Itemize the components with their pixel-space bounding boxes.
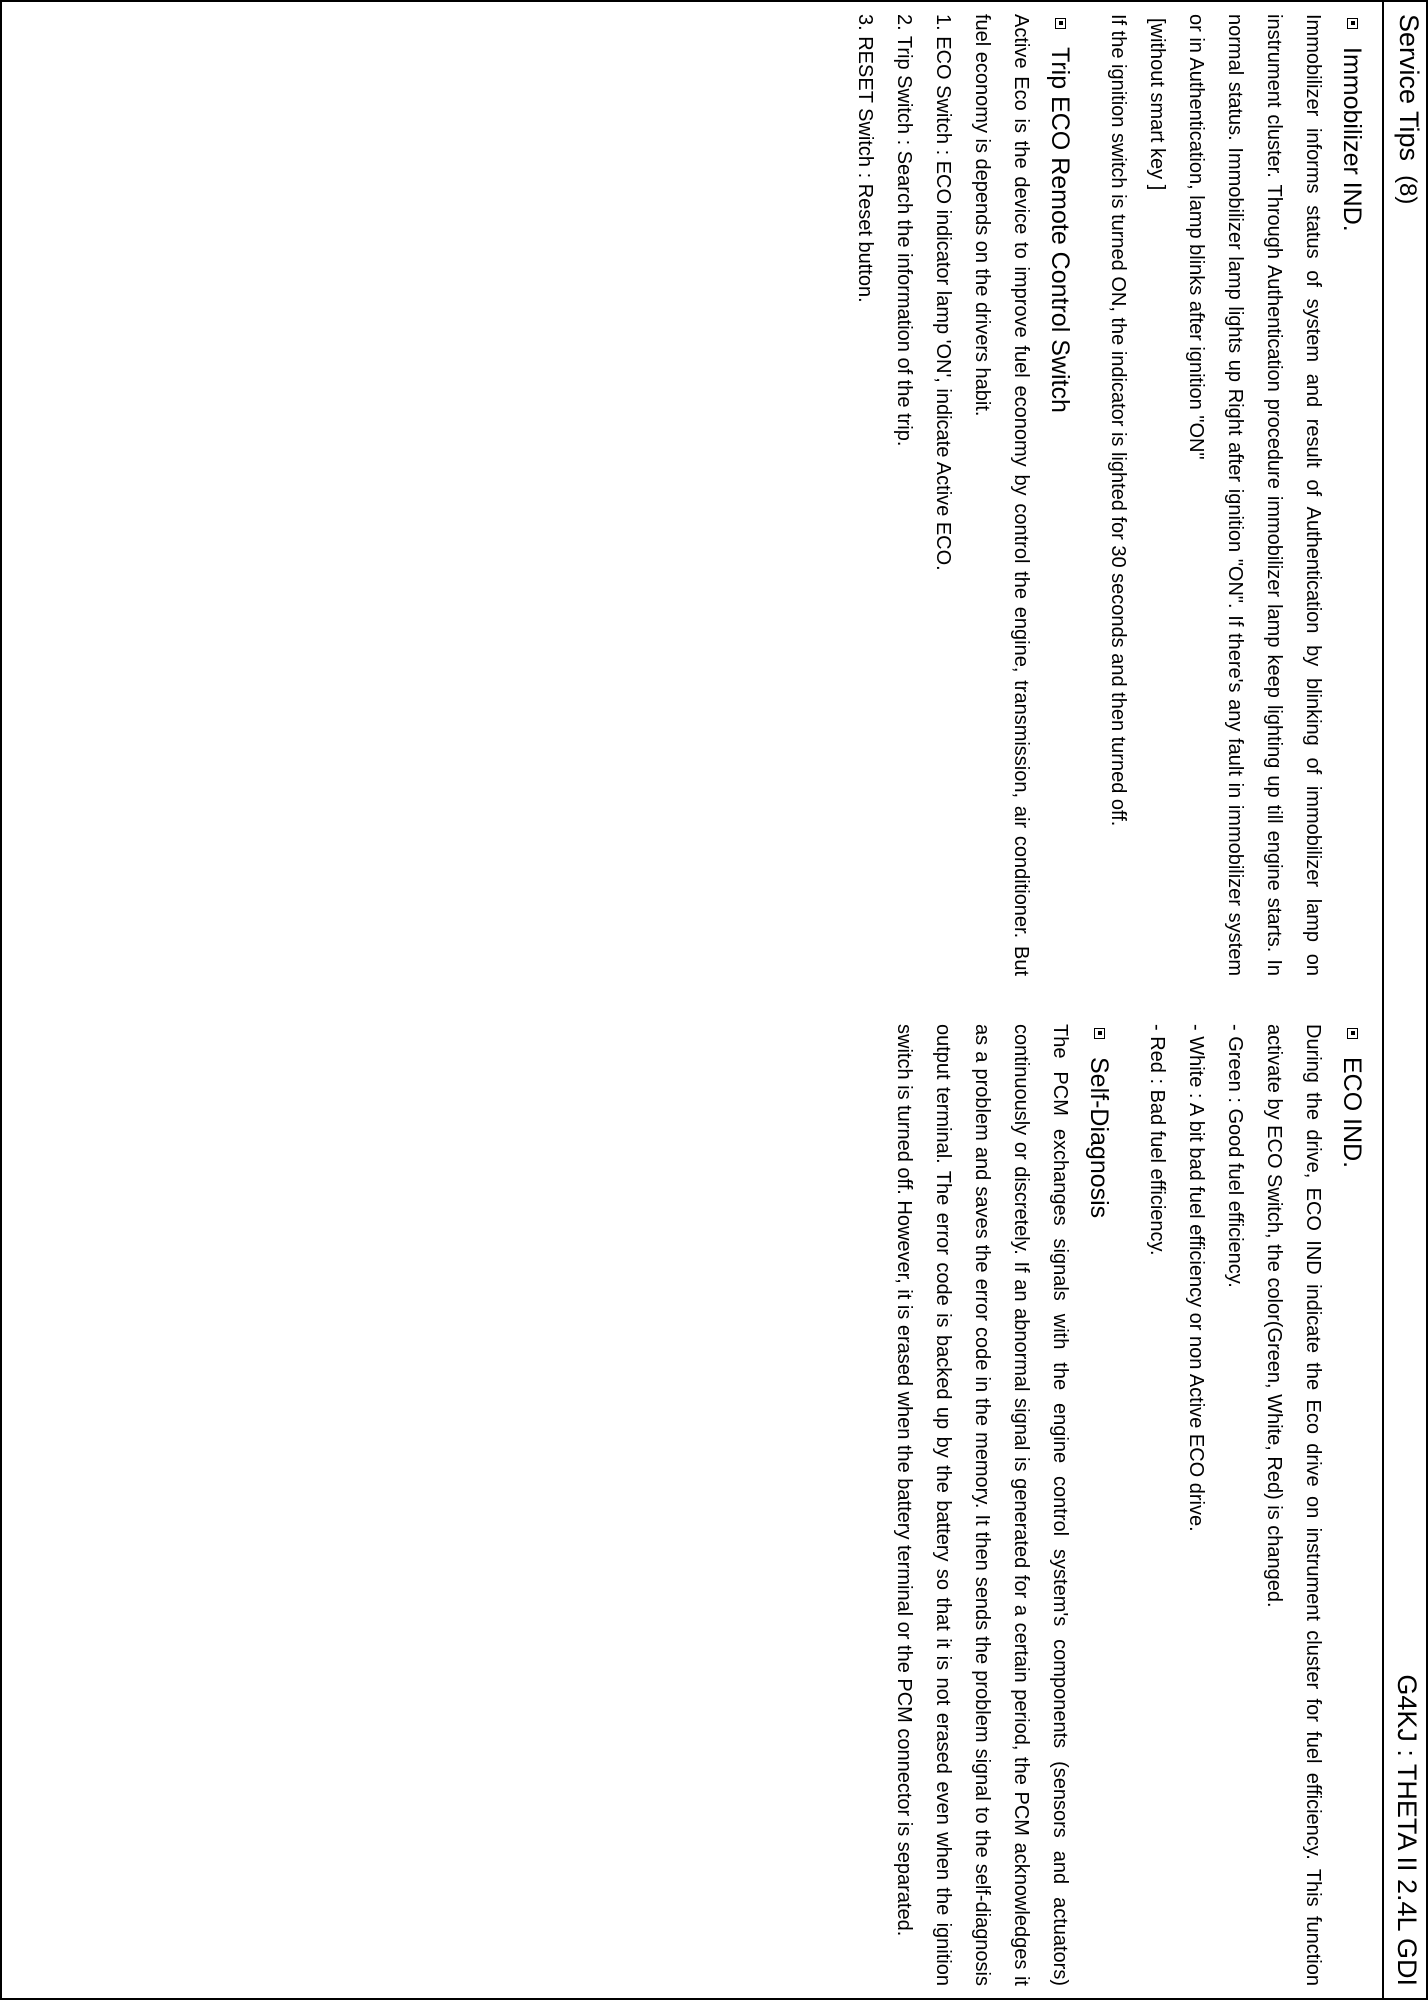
immobilizer-heading-text: Immobilizer IND. (1338, 47, 1366, 232)
immobilizer-body: Immobilizer informs status of system and result of Authentication by blinking of immobilizer lamp on instrument cluster. Through Authentication procedure immobilizer lamp keep lighting up till engine starts. In normal status. Immobilizer lamp lights up Right after ignition "ON". If there's any fault in immobilizer system or in Authentication, lamp blinks after ignition "ON" (1185, 14, 1324, 976)
trip-eco-body: Active Eco is the device to improve fuel economy by control the engine, transmission, air conditioner. But fuel economy is depends on the drivers habit. (971, 14, 1032, 976)
self-diagnosis-heading-text: Self-Diagnosis (1085, 1057, 1113, 1219)
square-bullet-icon (1347, 18, 1358, 29)
list-item-eco-switch: 1. ECO Switch : ECO indicator lamp 'ON', indicate Active ECO. (932, 14, 954, 571)
trip-eco-heading-text: Trip ECO Remote Control Switch (1046, 47, 1074, 413)
immobilizer-detail: If the ignition switch is turned ON, the indicator is lighted for 30 seconds and then turned off. (1107, 14, 1129, 827)
service-tips-page (2, 2, 1428, 2000)
square-bullet-icon (1055, 18, 1066, 29)
eco-ind-body: During the drive, ECO IND indicate the Eco drive on instrument cluster for fuel efficiency. This function activate by ECO Switch, the color(Green, White, Red) is changed. (1263, 1024, 1324, 1986)
eco-ind-heading (1332, 1024, 1372, 1986)
self-diagnosis-heading (1079, 1024, 1119, 1986)
list-item-green: - Green : Good fuel efficiency. (1224, 1024, 1246, 1288)
page-header (1382, 2, 1428, 2000)
square-bullet-icon (1347, 1028, 1358, 1039)
page-number: (8) (1394, 175, 1421, 205)
title-text: Service Tips (1394, 14, 1424, 162)
list-item-red: - Red : Bad fuel efficiency. (1146, 1024, 1168, 1256)
list-item-reset-switch: 3. RESET Switch : Reset button. (854, 14, 876, 303)
immobilizer-heading (1332, 14, 1372, 976)
engine-model: G4KJ : THETA II 2.4L GDI (1392, 1674, 1422, 1986)
right-column (884, 1024, 1372, 1986)
list-item-white: - White : A bit bad fuel efficiency or non Active ECO drive. (1185, 1024, 1207, 1532)
left-column (845, 14, 1372, 976)
self-diagnosis-body: The PCM exchanges signals with the engine control system's components (sensors and actuators) continuously or discretely. If an abnormal signal is generated for a certain period, the PCM acknowledges it as a problem and saves the error code in the memory. It then sends the problem signal to the self-diagnosis output terminal. The error code is backed up by the battery so that it is not erased even when the ignition switch is turned off. However, it is erased when the battery terminal or the PCM connector is separated. (893, 1024, 1071, 1986)
immobilizer-note: [without smart key ] (1146, 18, 1168, 191)
square-bullet-icon (1094, 1028, 1105, 1039)
page-title (1393, 14, 1424, 204)
list-item-trip-switch: 2. Trip Switch : Search the information of the trip. (893, 14, 915, 447)
eco-ind-heading-text: ECO IND. (1338, 1057, 1366, 1169)
trip-eco-heading (1040, 14, 1080, 976)
